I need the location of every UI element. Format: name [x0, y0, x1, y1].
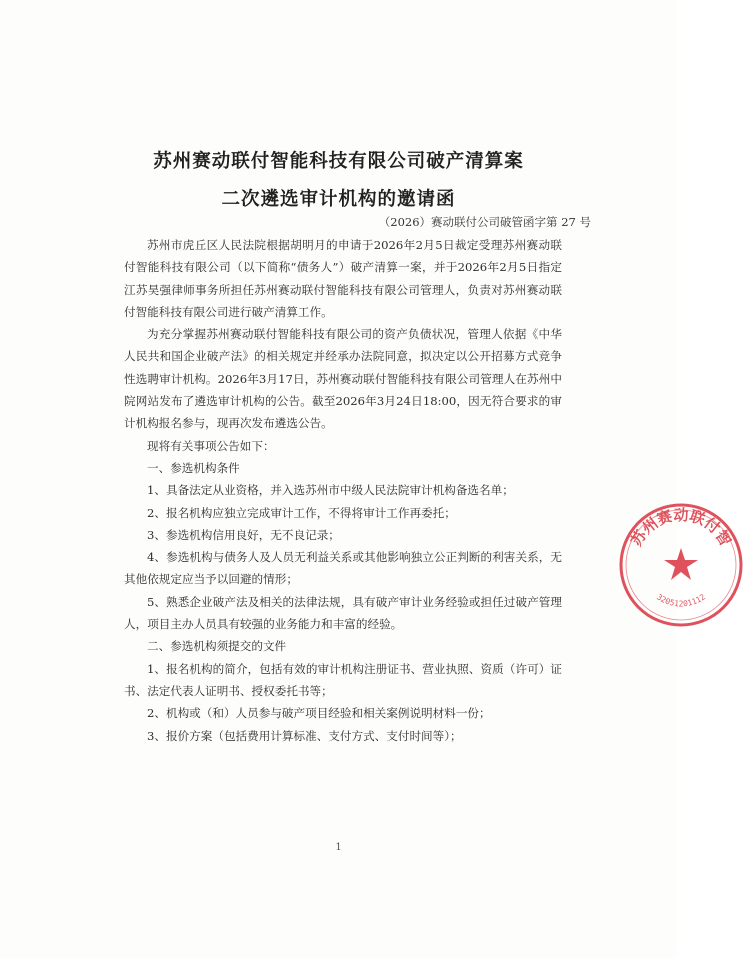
document-number: （2026）赛动联付公司破管函字第 27 号	[378, 215, 591, 229]
document-title: 苏州赛动联付智能科技有限公司破产清算案	[153, 151, 524, 172]
section-heading-conditions: 一、参选机构条件	[147, 460, 240, 475]
svg-text:苏州赛动联付智: 苏州赛动联付智	[627, 506, 735, 550]
list-item: 1、报名机构的简介，包括有效的审计机构注册证书、营业执照、资质（许可）证书、法定代表人证明书、授权委托书等；	[124, 661, 562, 698]
official-seal-icon	[616, 500, 746, 630]
list-item: 4、参选机构与债务人及人员无利益关系或其他影响独立公正判断的利害关系，无其他依规定应当予以回避的情形；	[124, 550, 562, 587]
document-subtitle: 二次遴选审计机构的邀请函	[221, 189, 456, 210]
document-body	[124, 234, 562, 747]
list-item: 1、具备法定从业资格，并入选苏州市中级人民法院审计机构备选名单；	[147, 483, 514, 498]
paragraph-announcement: 现将有关事项公告如下：	[147, 438, 275, 453]
list-item: 3、参选机构信用良好，无不良记录；	[147, 527, 340, 542]
list-item: 2、机构或（和）人员参与破产项目经验和相关案例说明材料一份；	[147, 706, 491, 721]
paragraph-intro: 苏州市虎丘区人民法院根据胡明月的申请于2026年2月5日裁定受理苏州赛动联付智能科技有限公司（以下简称“债务人”）破产清算一案，并于2026年2月5日指定江苏昊强律师事务所担任苏州赛动联付智能科技有限公司管理人，负责对苏州赛动联付智能科技有限公司进行破产清算工作。	[124, 238, 562, 319]
section-heading-documents: 二、参选机构须提交的文件	[147, 639, 287, 654]
list-item: 3、报价方案（包括费用计算标准、支付方式、支付时间等）；	[147, 728, 462, 743]
svg-text:32051201112: 32051201112	[654, 592, 708, 609]
paragraph-purpose: 为充分掌握苏州赛动联付智能科技有限公司的资产负债状况，管理人依据《中华人民共和国企业破产法》的相关规定并经承办法院同意，拟决定以公开招募方式竞争性选聘审计机构。2026年3月17日，苏州赛动联付智能科技有限公司管理人在苏州中院网站发布了遴选审计机构的公告。截至2026年3月24日18:00，因无符合要求的审计机构报名参与，现再次发布遴选公告。	[124, 327, 562, 431]
page-number: 1	[335, 842, 342, 853]
list-item: 5、熟悉企业破产法及相关的法律法规，具有破产审计业务经验或担任过破产管理人，项目主办人员具有较强的业务能力和丰富的经验。	[124, 594, 562, 632]
list-item: 2、报名机构应独立完成审计工作，不得将审计工作再委托；	[147, 505, 456, 520]
